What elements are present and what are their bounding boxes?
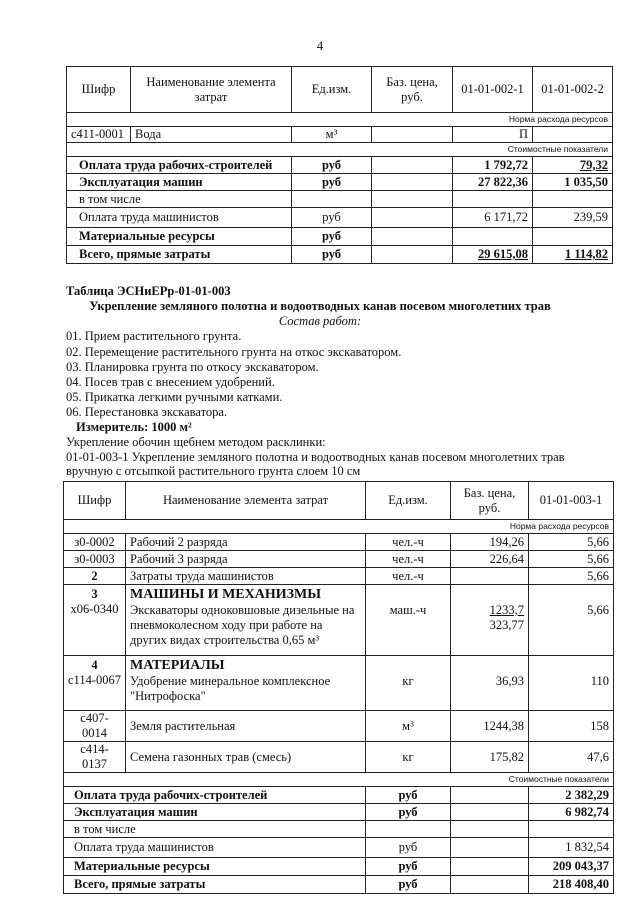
row-unit: чел.-ч [366,568,451,585]
table-heading: Укрепление земляного полотна и водоотводных канав посевом многолетних трав [89,299,551,313]
table-row [64,551,614,568]
header-name: Наименование элемента затрат [131,67,292,113]
cost-value: 209 043,37 [529,858,614,876]
table-row [64,534,614,551]
row-name: других видах строительства 0,65 м³ [130,633,320,647]
row-code: с414-0137 [64,742,126,773]
row-name: Земля растительная [126,711,366,742]
cost-name: Оплата труда рабочих-строителей [64,787,366,804]
table-header-row [67,67,613,113]
row-name: Рабочий 3 разряда [126,551,366,568]
header-price: Баз. цена, руб. [372,67,453,113]
cost-value-2: 1 035,50 [533,174,613,191]
row-unit: кг [366,742,451,773]
cost-row [64,787,614,804]
row-price [372,127,453,143]
row-unit: маш.-ч [366,585,451,656]
table-row [64,568,614,585]
cost-name: Всего, прямые затраты [67,246,292,264]
cost-unit: руб [292,208,372,228]
row-price: 1244,38 [451,711,529,742]
cost-name: Материальные ресурсы [64,858,366,876]
meter-label: Измеритель: 1000 м² [76,420,192,434]
row-price: 36,93 [451,656,529,711]
row-price: 175,82 [451,742,529,773]
row-code: х06-0340 [70,602,119,616]
resource-table-2 [63,481,614,894]
cost-unit [366,821,451,838]
row-value: 158 [529,711,614,742]
cost-row [67,208,613,228]
row-code: з0-0003 [64,551,126,568]
row-value: 5,66 [529,534,614,551]
cost-unit: руб [366,876,451,894]
table-header-row [64,482,614,520]
header-unit: Ед.изм. [366,482,451,520]
row-code: с114-0067 [68,673,121,687]
row-name: Семена газонных трав (смесь) [126,742,366,773]
row-name: Рабочий 2 разряда [126,534,366,551]
row-value: 47,6 [529,742,614,773]
row-price-secondary: 323,77 [489,618,524,632]
work-item: 01. Прием растительного грунта. [66,329,242,343]
cost-row [67,246,613,264]
row-unit: чел.-ч [366,551,451,568]
row-name: Удобрение минеральное комплексное [130,674,331,688]
section-cost-label: Стоимостные показатели [67,143,613,157]
header-code: Шифр [67,67,131,113]
row-value: 5,66 [529,585,614,656]
table-row [64,711,614,742]
cost-unit [292,191,372,208]
cost-value-1: 29 615,08 [453,246,533,264]
cost-value-2 [533,228,613,246]
row-code: 2 [64,568,126,585]
cost-name: в том числе [67,191,292,208]
machines-section-title: МАШИНЫ И МЕХАНИЗМЫ [130,587,322,602]
work-item: 06. Перестановка экскаватора. [66,405,228,419]
cost-row [64,876,614,894]
cost-row [64,838,614,858]
section-cost-label: Стоимостные показатели [64,773,614,787]
machines-section-number: 3 [91,587,98,601]
row-value: 5,66 [529,568,614,585]
cost-value-2 [533,191,613,208]
machines-block [64,585,614,656]
row-value: 110 [529,656,614,711]
work-item: 03. Планировка грунта по откосу экскаватором. [66,360,319,374]
cost-value-2: 79,32 [533,157,613,174]
cost-value-1: 1 792,72 [453,157,533,174]
cost-value-2: 239,59 [533,208,613,228]
row-value: 5,66 [529,551,614,568]
cost-value: 1 832,54 [529,838,614,858]
page-number: 4 [316,38,324,53]
header-unit: Ед.изм. [292,67,372,113]
row-name: Затраты труда машинистов [126,568,366,585]
section-norm-label: Норма расхода ресурсов [64,520,614,534]
cost-row [64,821,614,838]
row-price [451,568,529,585]
cost-unit: руб [292,246,372,264]
cost-row [64,858,614,876]
row-name: пневмоколесном ходу при работе на [130,618,323,632]
cost-row [67,228,613,246]
cost-value: 218 408,40 [529,876,614,894]
cost-value: 2 382,29 [529,787,614,804]
cost-unit: руб [366,858,451,876]
cost-value-2: 1 114,82 [533,246,613,264]
resource-table-1 [66,66,613,264]
cost-unit: руб [366,787,451,804]
cost-value-1: 6 171,72 [453,208,533,228]
cost-name: Всего, прямые затраты [64,876,366,894]
row-unit: м³ [366,711,451,742]
cost-unit: руб [366,804,451,821]
cost-row [67,191,613,208]
note-code-line1: 01-01-003-1 Укрепление земляного полотна и водоотводных канав посевом многолетних трав [66,450,565,464]
section-norm-label: Норма расхода ресурсов [67,113,613,127]
header-name: Наименование элемента затрат [126,482,366,520]
header-col-1: 01-01-002-1 [453,67,533,113]
header-col-1: 01-01-003-1 [529,482,614,520]
row-code: з0-0002 [64,534,126,551]
row-price: 1233,7 [489,603,524,617]
work-item: 04. Посев трав с внесением удобрений. [66,375,275,389]
cost-row [67,157,613,174]
row-unit: чел.-ч [366,534,451,551]
header-code: Шифр [64,482,126,520]
row-code: с407-0014 [64,711,126,742]
row-price: 194,26 [451,534,529,551]
cost-name: Оплата труда машинистов [67,208,292,228]
row-value-1: П [453,127,533,143]
cost-row [67,174,613,191]
cost-name: Материальные ресурсы [67,228,292,246]
cost-unit: руб [292,228,372,246]
table-row [64,742,614,773]
row-value-2 [533,127,613,143]
materials-section-title: МАТЕРИАЛЫ [130,658,225,673]
cost-unit: руб [292,157,372,174]
cost-name: Оплата труда машинистов [64,838,366,858]
works-title: Состав работ: [278,314,362,328]
header-col-2: 01-01-002-2 [533,67,613,113]
row-name: Вода [131,127,292,143]
cost-value-1: 27 822,36 [453,174,533,191]
cost-row [64,804,614,821]
note-code-line2: вручную с отсыпкой растительного грунта слоем 10 см [66,464,361,478]
header-price: Баз. цена, руб. [451,482,529,520]
row-unit: м³ [292,127,372,143]
note-obochiny: Укрепление обочин щебнем методом расклинки: [66,435,326,449]
row-name: Экскаваторы одноковшовые дизельные на [130,603,355,617]
row-price: 226,64 [451,551,529,568]
work-item: 05. Прикатка легкими ручными катками. [66,390,283,404]
row-unit: кг [366,656,451,711]
cost-unit: руб [366,838,451,858]
cost-name: Оплата труда рабочих-строителей [67,157,292,174]
materials-block [64,656,614,711]
row-name: "Нитрофоска" [130,689,206,703]
cost-value-1 [453,228,533,246]
cost-value-1 [453,191,533,208]
row-code: с411-0001 [67,127,131,143]
cost-name: Эксплуатация машин [64,804,366,821]
cost-value: 6 982,74 [529,804,614,821]
cost-unit: руб [292,174,372,191]
materials-section-number: 4 [91,658,98,672]
work-item: 02. Перемещение растительного грунта на откос экскаватором. [66,345,402,359]
table-row [67,127,613,143]
cost-name: в том числе [64,821,366,838]
table-title: Таблица ЭСНиЕРр-01-01-003 [66,284,231,298]
cost-value [529,821,614,838]
cost-name: Эксплуатация машин [67,174,292,191]
